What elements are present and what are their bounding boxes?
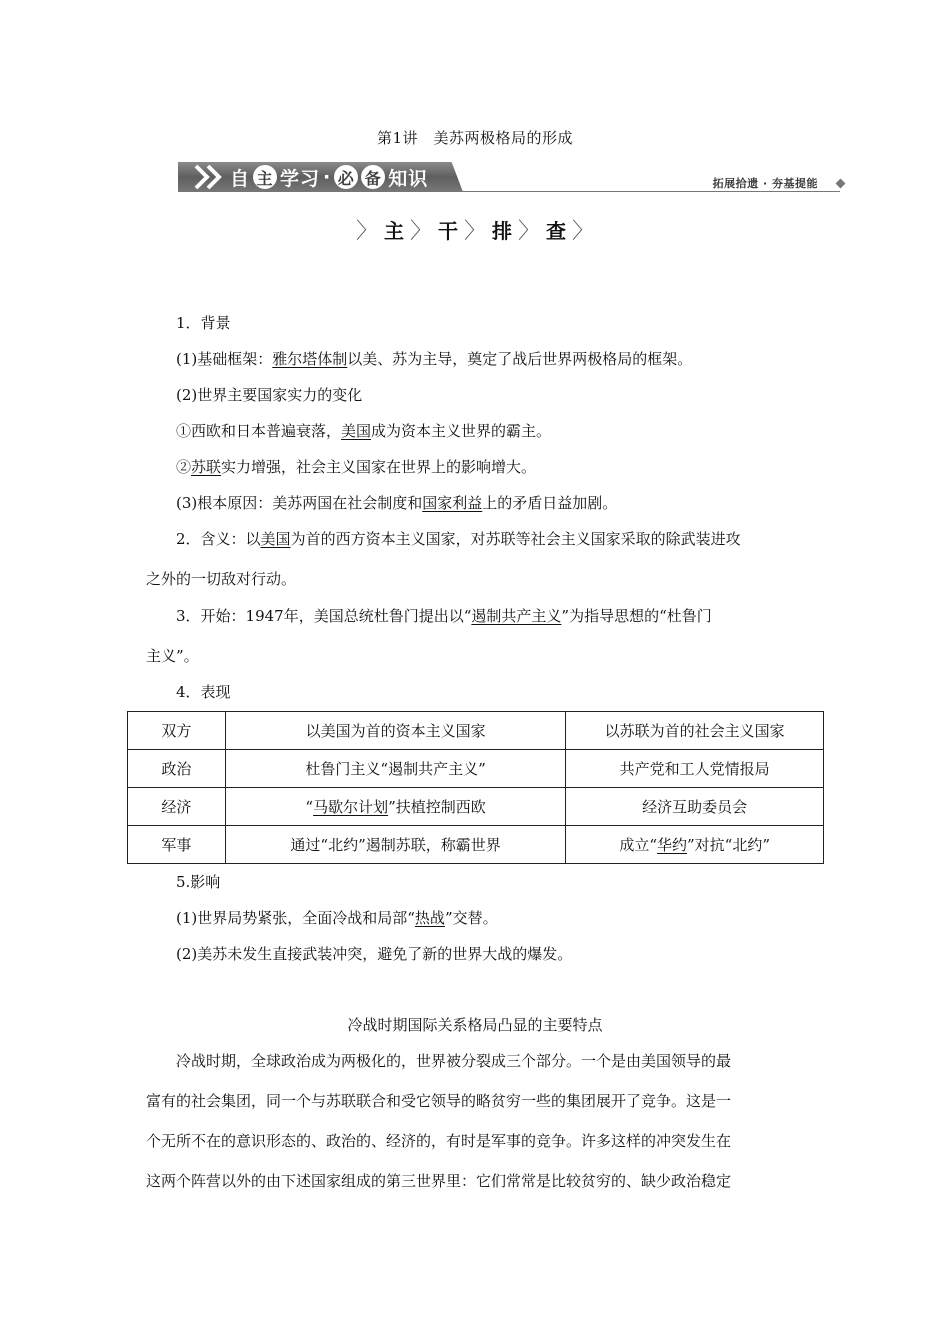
banner-word: 知识 [388, 167, 429, 190]
tag-chevron-icon: 〉 [355, 218, 378, 244]
table-cell: “马歇尔计划”扶植控制西欧 [225, 788, 565, 826]
diamond-icon [836, 179, 846, 189]
paragraph: ②苏联实力增强，社会主义国家在世界上的影响增大。 [176, 458, 537, 476]
tag-chevron-icon: 〉 [518, 218, 541, 244]
banner-char: 自 [230, 167, 251, 190]
paragraph: (1)世界局势紧张，全面冷战和局部“热战”交替。 [176, 909, 498, 927]
banner-circled-char: 备 [361, 165, 385, 189]
reading-title: 冷战时期国际关系格局凸显的主要特点 [347, 1016, 603, 1034]
key-term: 国家利益 [422, 494, 483, 512]
table-cell: 军事 [128, 826, 226, 864]
table-cell: 成立“华约”对抗“北约” [566, 826, 824, 864]
table-cell: 杜鲁门主义“遏制共产主义” [225, 750, 565, 788]
table-row [128, 712, 824, 750]
table-row [128, 788, 824, 826]
comparison-table [127, 711, 824, 864]
section-heading: 5.影响 [176, 873, 221, 891]
paragraph: (1)基础框架：雅尔塔体制以美、苏为主导，奠定了战后世界两极格局的框架。 [176, 350, 693, 368]
key-term: 华约 [656, 836, 687, 854]
reading-line: 这两个阵营以外的由下述国家组成的第三世界里：它们常常是比较贫穷的、缺少政治稳定 [146, 1172, 732, 1190]
table-row [128, 750, 824, 788]
lesson-title: 第1讲 美苏两极格局的形成 [376, 129, 574, 147]
double-chevron-icon [192, 164, 228, 190]
key-term: 苏联 [191, 458, 222, 476]
table-cell: 双方 [128, 712, 226, 750]
tag-char: 主 [383, 218, 404, 243]
tag-chevron-icon: 〉 [463, 218, 486, 244]
paragraph-continuation: 主义”。 [146, 647, 199, 665]
section-heading: 1．背景 [176, 314, 231, 332]
banner-rule [458, 191, 840, 192]
paragraph-continuation: 之外的一切敌对行动。 [146, 570, 297, 588]
banner-title [230, 164, 428, 190]
paragraph: (3)根本原因：美苏两国在社会制度和国家利益上的矛盾日益加剧。 [176, 494, 618, 512]
table-cell: 以美国为首的资本主义国家 [225, 712, 565, 750]
paragraph: (2)美苏未发生直接武装冲突，避免了新的世界大战的爆发。 [176, 945, 573, 963]
key-term: 美国 [341, 422, 372, 440]
section-banner [178, 160, 848, 194]
key-term: 热战 [414, 909, 445, 927]
table-cell: 政治 [128, 750, 226, 788]
key-term: 美国 [260, 530, 291, 548]
banner-circled-char: 主 [253, 165, 277, 189]
table-cell: 共产党和工人党情报局 [566, 750, 824, 788]
reading-line: 冷战时期，全球政治成为两极化的，世界被分裂成三个部分。一个是由美国领导的最 [176, 1052, 732, 1070]
banner-dot: · [323, 166, 332, 188]
paragraph: ①西欧和日本普遍衰落，美国成为资本主义世界的霸主。 [176, 422, 552, 440]
table-cell: 以苏联为首的社会主义国家 [566, 712, 824, 750]
table-cell: 经济互助委员会 [566, 788, 824, 826]
banner-word: 学习 [280, 167, 321, 190]
section-heading: 4．表现 [176, 683, 231, 701]
reading-line: 个无所不在的意识形态的、政治的、经济的，有时是军事的竞争。许多这样的冲突发生在 [146, 1132, 732, 1150]
table-cell: 经济 [128, 788, 226, 826]
banner-right-text: 拓展拾遗 · 夯基提能 [712, 177, 818, 190]
tag-chevron-icon: 〉 [572, 218, 595, 244]
section-tag [0, 214, 950, 244]
tag-char: 查 [546, 218, 567, 243]
tag-char: 排 [492, 218, 512, 243]
key-term: 雅尔塔体制 [272, 350, 348, 368]
reading-line: 富有的社会集团，同一个与苏联联合和受它领导的略贫穷一些的集团展开了竞争。这是一 [146, 1092, 732, 1110]
tag-char: 干 [437, 218, 458, 243]
paragraph: 3．开始：1947年，美国总统杜鲁门提出以“遏制共产主义”为指导思想的“杜鲁门 [176, 607, 712, 625]
banner-circled-char: 必 [334, 165, 358, 189]
paragraph: (2)世界主要国家实力的变化 [176, 386, 363, 404]
paragraph: 2．含义：以美国为首的西方资本主义国家，对苏联等社会主义国家采取的除武装进攻 [176, 530, 741, 548]
tag-chevron-icon: 〉 [409, 218, 432, 244]
key-term: 马歇尔计划 [313, 798, 389, 816]
key-term: 遏制共产主义 [471, 607, 562, 625]
table-cell: 通过“北约”遏制苏联，称霸世界 [225, 826, 565, 864]
table-row [128, 826, 824, 864]
